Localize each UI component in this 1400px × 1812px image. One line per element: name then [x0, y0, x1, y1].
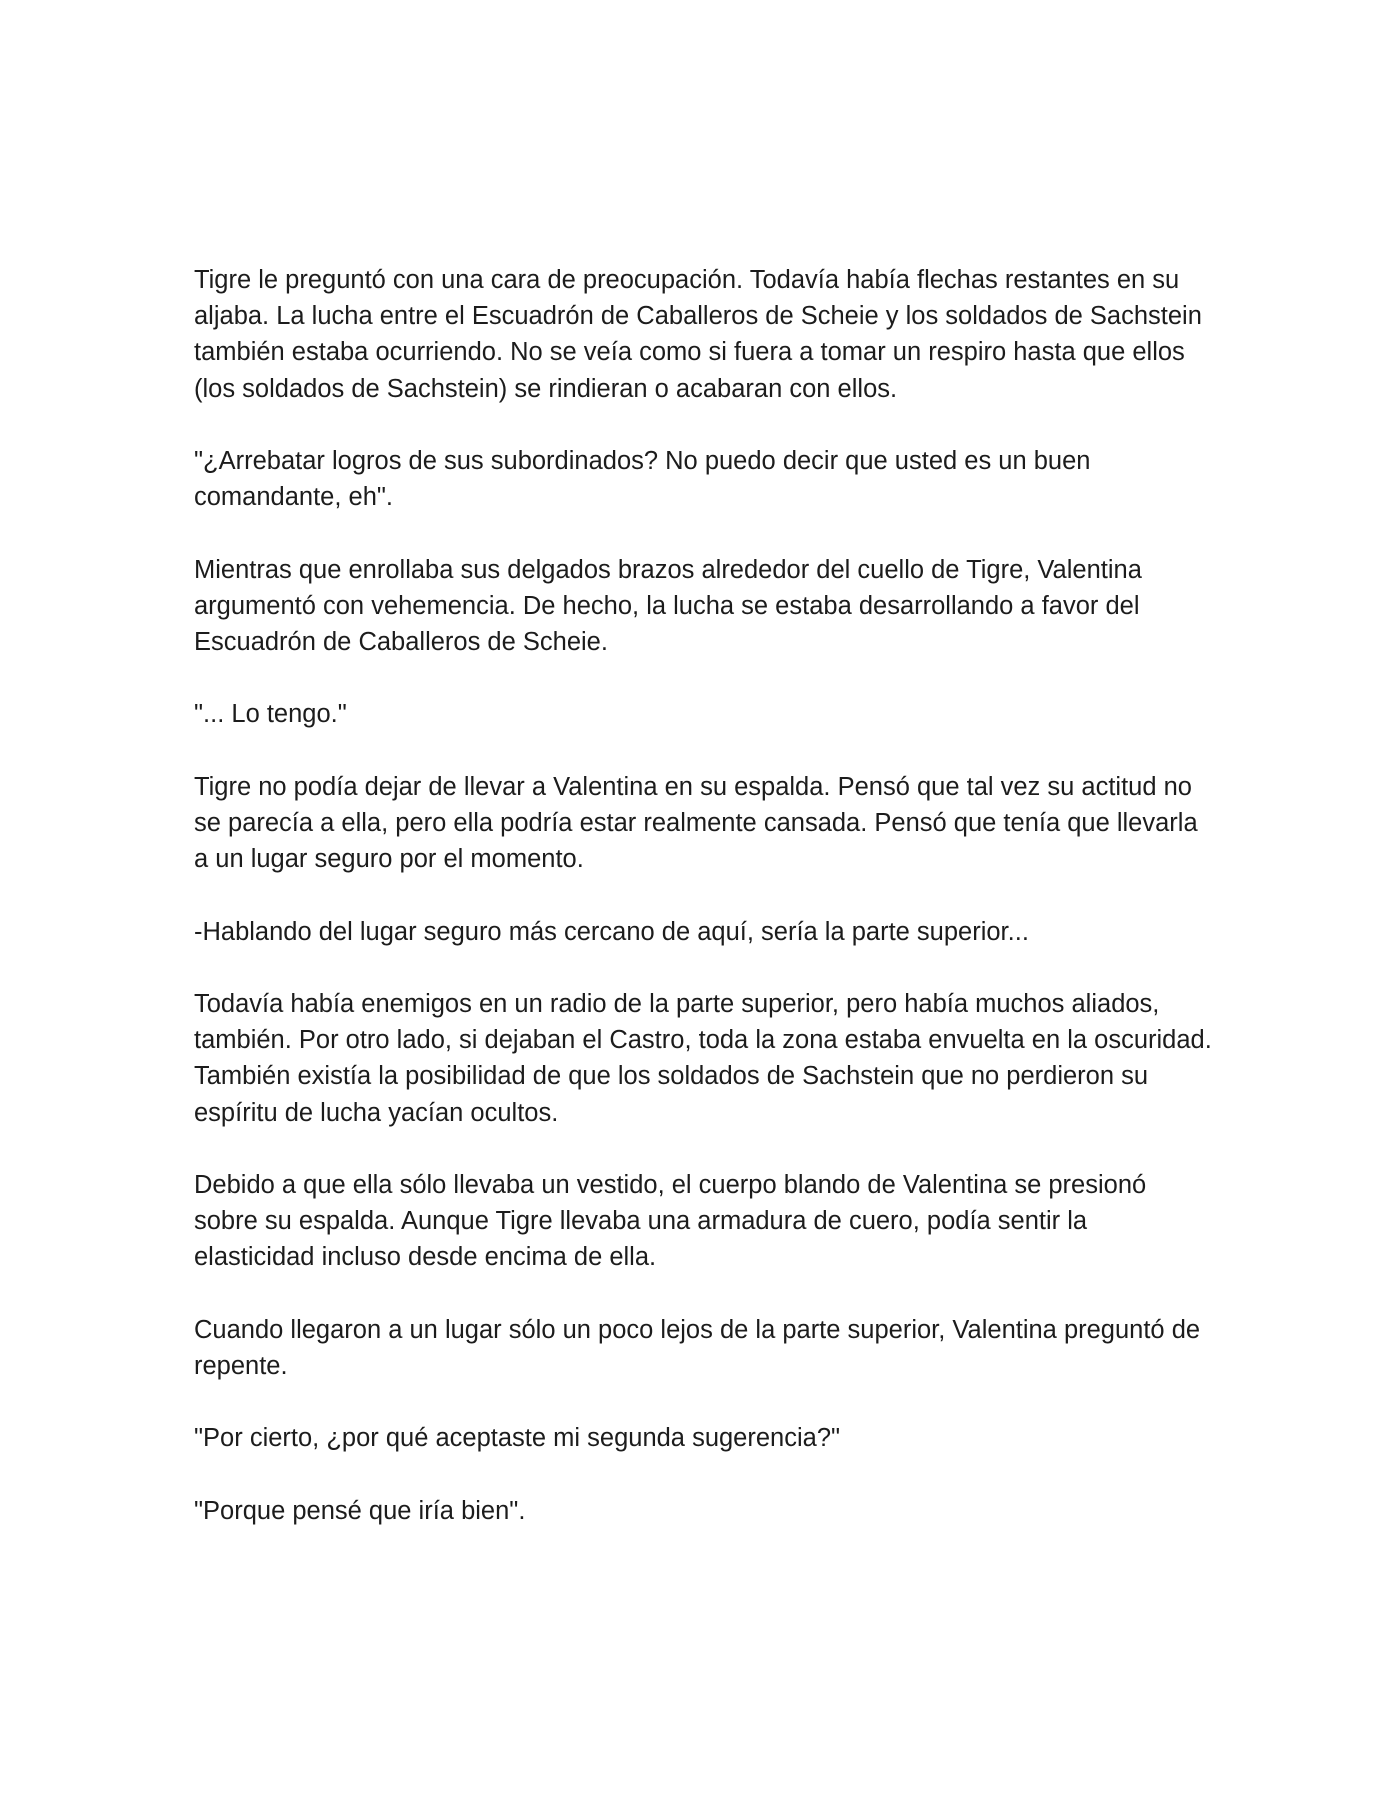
paragraph-2: "¿Arrebatar logros de sus subordinados? No puedo decir que usted es un buen comandante, eh". [194, 447, 1091, 512]
paragraph-4: "... Lo tengo." [194, 700, 347, 729]
paragraph-6: -Hablando del lugar seguro más cercano de aquí, sería la parte superior... [194, 917, 1029, 946]
paragraph-7: Todavía había enemigos en un radio de la parte superior, pero había muchos aliados, también. Por otro lado, si dejaban el Castro, toda la zona estaba envuelta en la oscuridad. También existía la posibilidad de que los soldados de Sachstein que no perdieron su espíritu de lucha yacían ocultos. [194, 989, 1212, 1127]
paragraph-10: "Por cierto, ¿por qué aceptaste mi segunda sugerencia?" [194, 1424, 841, 1453]
document-body [194, 262, 1214, 1565]
paragraph-11: "Porque pensé que iría bien". [194, 1496, 526, 1525]
paragraph-1: Tigre le preguntó con una cara de preocupación. Todavía había flechas restantes en su aljaba. La lucha entre el Escuadrón de Caballeros de Scheie y los soldados de Sachstein también estaba ocurriendo. No se veía como si fuera a tomar un respiro hasta que ellos (los soldados de Sachstein) se rindieran o acabaran con ellos. [194, 266, 1202, 403]
paragraph-9: Cuando llegaron a un lugar sólo un poco lejos de la parte superior, Valentina preguntó de repente. [194, 1315, 1201, 1380]
paragraph-5: Tigre no podía dejar de llevar a Valentina en su espalda. Pensó que tal vez su actitud no se parecía a ella, pero ella podría estar realmente cansada. Pensó que tenía que llevarla a un lugar seguro por el momento. [194, 772, 1198, 874]
paragraph-3: Mientras que enrollaba sus delgados brazos alrededor del cuello de Tigre, Valentina argumentó con vehemencia. De hecho, la lucha se estaba desarrollando a favor del Escuadrón de Caballeros de Scheie. [194, 555, 1142, 656]
paragraph-8: Debido a que ella sólo llevaba un vestido, el cuerpo blando de Valentina se presionó sobre su espalda. Aunque Tigre llevaba una armadura de cuero, podía sentir la elasticidad incluso desde encima de ella. [194, 1170, 1147, 1272]
